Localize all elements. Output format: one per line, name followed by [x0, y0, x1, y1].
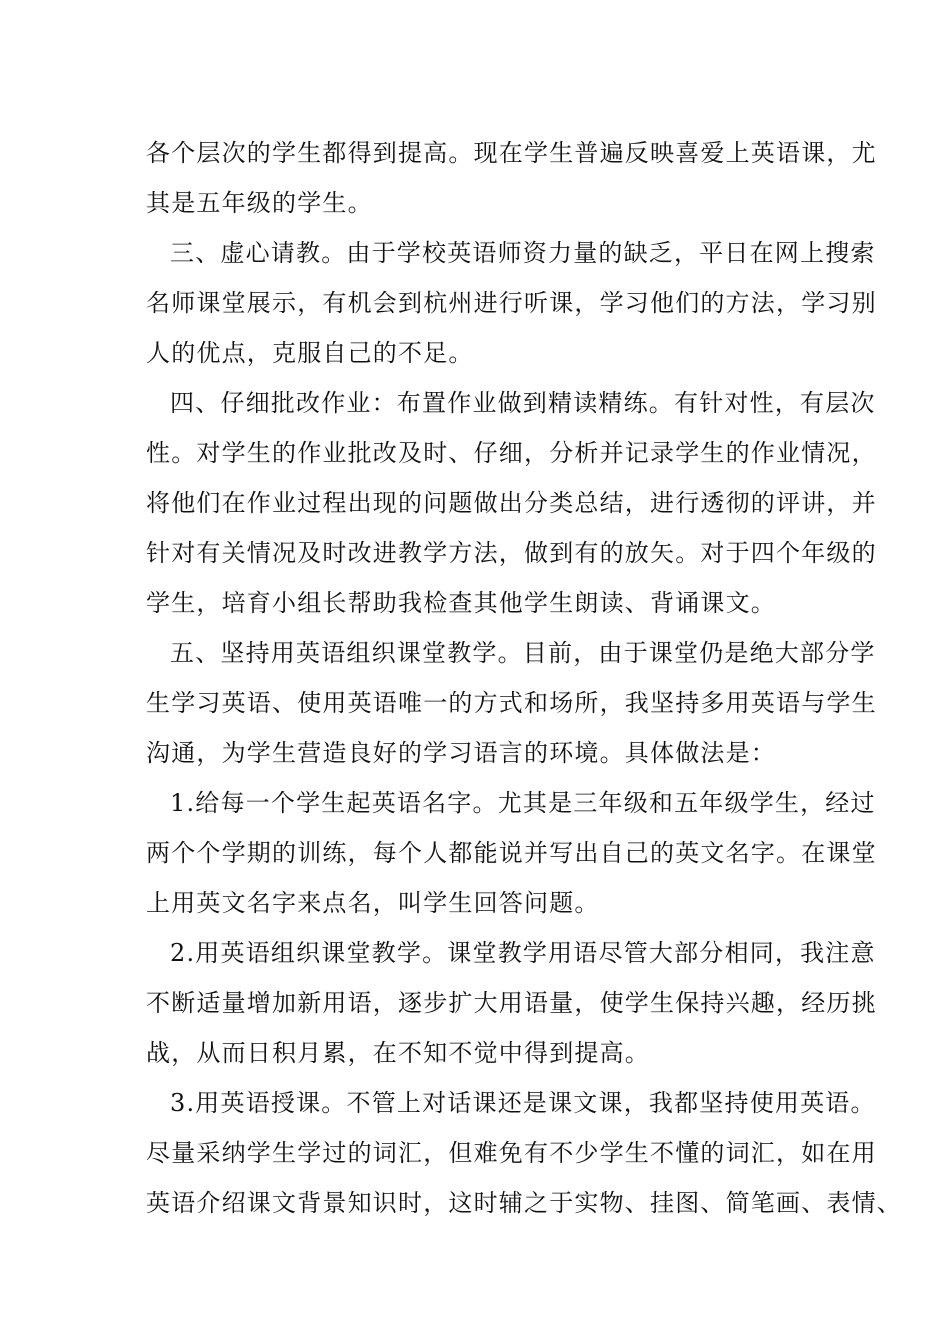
text-line-8: 将他们在作业过程出现的问题做出分类总结，进行透彻的评讲，并 — [146, 489, 877, 517]
text-line-16: 上用英文名字来点名，叫学生回答问题。 — [146, 889, 600, 917]
text-line-18: 不断适量增加新用语，逐步扩大用语量，使学生保持兴趣，经历挑 — [146, 989, 877, 1017]
list-item-2-start: 2.用英语组织课堂教学。课堂教学用语尽管大部分相同，我注意 — [170, 939, 876, 967]
text-line-21: 尽量采纳学生学过的词汇，但难免有不少学生不懂的词汇，如在用 — [146, 1139, 877, 1167]
paragraph-5-start: 五、坚持用英语组织课堂教学。目前，由于课堂仍是绝大部分学 — [170, 639, 876, 667]
paragraph-4-start: 四、仔细批改作业：布置作业做到精读精练。有针对性，有层次 — [170, 389, 876, 417]
text-line-5: 人的优点，克服自己的不足。 — [146, 339, 474, 367]
paragraph-3-start: 三、虚心请教。由于学校英语师资力量的缺乏，平日在网上搜索 — [170, 239, 876, 267]
list-item-1-start: 1.给每一个学生起英语名字。尤其是三年级和五年级学生，经过 — [170, 789, 876, 817]
text-line-22: 英语介绍课文背景知识时，这时辅之于实物、挂图、简笔画、表情、 — [146, 1189, 902, 1217]
text-line-9: 针对有关情况及时改进教学方法，做到有的放矢。对于四个年级的 — [146, 539, 877, 567]
text-line-15: 两个个学期的训练，每个人都能说并写出自己的英文名字。在课堂 — [146, 839, 877, 867]
text-line-1: 各个层次的学生都得到提高。现在学生普遍反映喜爱上英语课，尤 — [146, 139, 877, 167]
list-item-3-start: 3.用英语授课。不管上对话课还是课文课，我都坚持使用英语。 — [170, 1089, 876, 1117]
text-line-10: 学生，培育小组长帮助我检查其他学生朗读、背诵课文。 — [146, 589, 776, 617]
text-line-19: 战，从而日积月累，在不知不觉中得到提高。 — [146, 1039, 650, 1067]
text-line-7: 性。对学生的作业批改及时、仔细，分析并记录学生的作业情况， — [146, 439, 877, 467]
text-line-4: 名师课堂展示，有机会到杭州进行听课，学习他们的方法，学习别 — [146, 289, 877, 317]
text-line-2: 其是五年级的学生。 — [146, 189, 373, 217]
text-line-12: 生学习英语、使用英语唯一的方式和场所，我坚持多用英语与学生 — [146, 689, 877, 717]
text-line-13: 沟通，为学生营造良好的学习语言的环境。具体做法是： — [146, 739, 776, 767]
